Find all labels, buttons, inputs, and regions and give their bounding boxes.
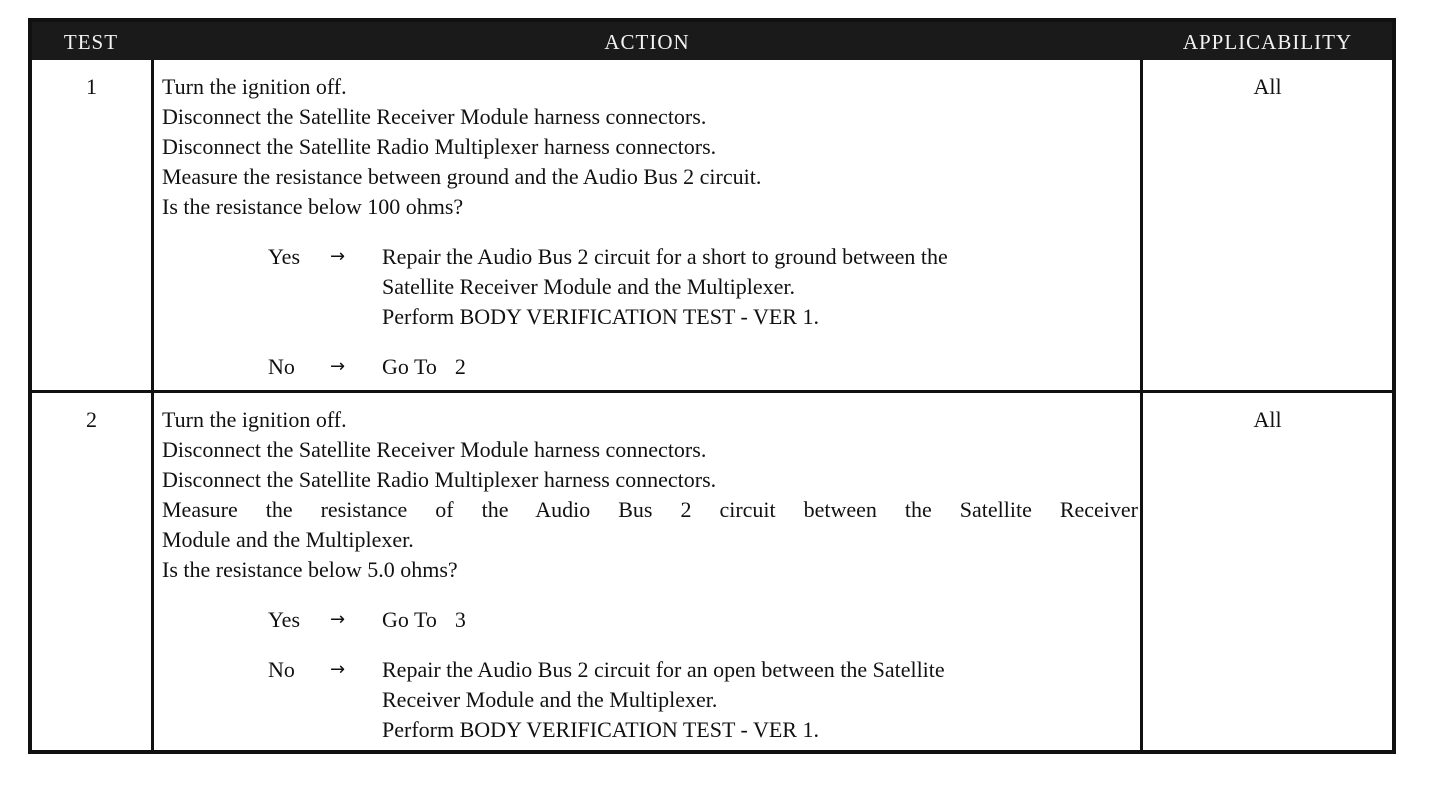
action-cell bbox=[162, 405, 1138, 745]
no-branch bbox=[268, 655, 1138, 745]
action-step: Disconnect the Satellite Receiver Module harness connectors. bbox=[162, 104, 707, 129]
applicability-value: All bbox=[1253, 407, 1282, 432]
goto-text: Go To bbox=[382, 354, 437, 379]
header-test: TEST bbox=[63, 30, 119, 54]
result-line: Repair the Audio Bus 2 circuit for an open between the Satellite bbox=[382, 657, 945, 682]
action-step: Disconnect the Satellite Receiver Module harness connectors. bbox=[162, 437, 707, 462]
action-step: Turn the ignition off. bbox=[162, 407, 347, 432]
header-applicability: APPLICABILITY bbox=[1182, 30, 1353, 54]
applicability-value: All bbox=[1253, 74, 1282, 99]
header-action: ACTION bbox=[604, 30, 690, 54]
action-step: Disconnect the Satellite Radio Multiplexer harness connectors. bbox=[162, 467, 717, 492]
result-line: Perform BODY VERIFICATION TEST - VER 1. bbox=[382, 304, 819, 329]
goto-test-link[interactable]: 2 bbox=[454, 354, 466, 379]
arrow-right-icon: → bbox=[330, 356, 346, 377]
test-number: 1 bbox=[86, 74, 97, 99]
arrow-right-icon: → bbox=[330, 609, 346, 630]
test-number: 2 bbox=[86, 407, 97, 432]
no-result bbox=[382, 655, 1138, 745]
table-header bbox=[32, 22, 1392, 60]
action-question: Is the resistance below 100 ohms? bbox=[162, 194, 464, 219]
action-cell bbox=[162, 72, 1138, 382]
action-step: Turn the ignition off. bbox=[162, 74, 347, 99]
action-step: Module and the Multiplexer. bbox=[162, 527, 414, 552]
yes-branch bbox=[268, 605, 1138, 635]
action-step: Disconnect the Satellite Radio Multiplexer harness connectors. bbox=[162, 134, 717, 159]
no-label: No bbox=[268, 354, 295, 379]
arrow-right-icon: → bbox=[330, 246, 346, 267]
result-line: Repair the Audio Bus 2 circuit for a short to ground between the bbox=[382, 244, 948, 269]
yes-result bbox=[382, 605, 1138, 635]
result-line: Perform BODY VERIFICATION TEST - VER 1. bbox=[382, 717, 819, 742]
yes-label: Yes bbox=[268, 607, 301, 632]
action-question: Is the resistance below 5.0 ohms? bbox=[162, 557, 458, 582]
action-step: Measure the resistance of the Audio Bus 2 circuit between the Satellite Receiver bbox=[162, 497, 1138, 522]
arrow-right-icon: → bbox=[330, 659, 346, 680]
table-row-test-2 bbox=[32, 393, 1392, 754]
no-result bbox=[382, 352, 1138, 382]
goto-text: Go To bbox=[382, 607, 437, 632]
result-line: Receiver Module and the Multiplexer. bbox=[382, 687, 718, 712]
no-label: No bbox=[268, 657, 295, 682]
diagnostic-test-table bbox=[28, 18, 1396, 754]
action-step: Measure the resistance between ground and the Audio Bus 2 circuit. bbox=[162, 164, 762, 189]
table-row-test-1 bbox=[32, 60, 1392, 393]
yes-label: Yes bbox=[268, 244, 301, 269]
yes-branch bbox=[268, 242, 1138, 332]
yes-result bbox=[382, 242, 1138, 332]
no-branch bbox=[268, 352, 1138, 382]
result-line: Satellite Receiver Module and the Multiplexer. bbox=[382, 274, 795, 299]
goto-test-link[interactable]: 3 bbox=[454, 607, 466, 632]
